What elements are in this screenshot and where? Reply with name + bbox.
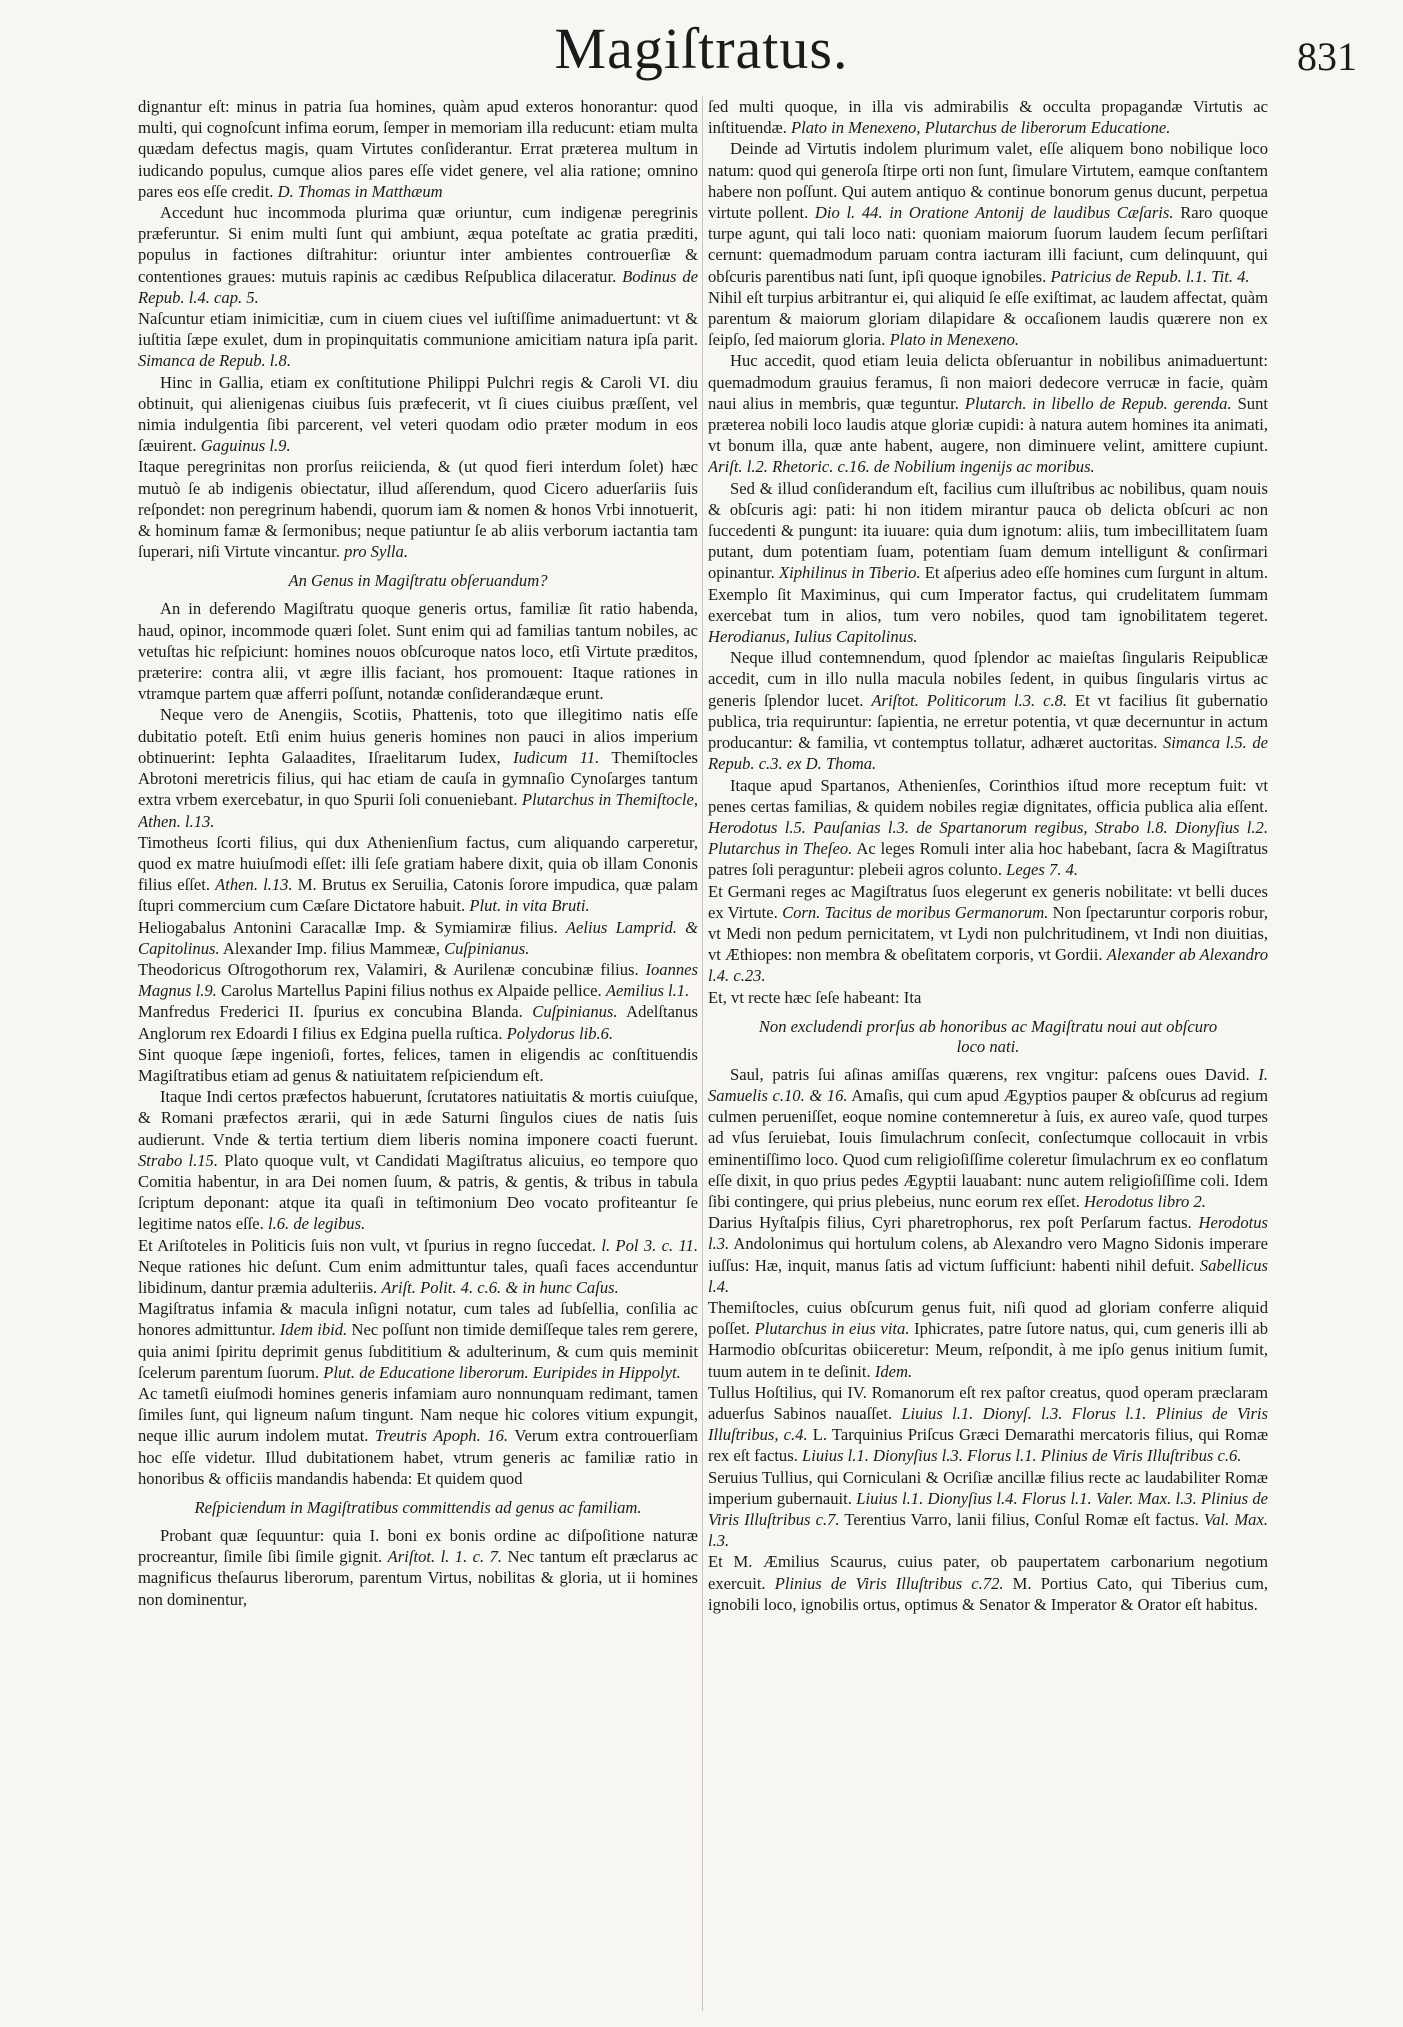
paragraph-text: Saul, patris ſui aſinas amiſſas quærens, rex vngitur: paſcens oues David. (730, 1064, 1250, 1084)
paragraph-text: Et, vt recte hæc ſeſe habeant: Ita (708, 987, 922, 1007)
citation: Liuius l.1. Dionyſius l.4. Florus l.1. Valer. Max. l.3. Plinius de Viris Illuſtribus c.7. (708, 1488, 1268, 1529)
citation: Herodotus libro 2. (1084, 1191, 1206, 1211)
citation: Plut. de Educatione liberorum. Euripides in Hippolyt. (323, 1362, 681, 1382)
paragraph (708, 1064, 1268, 1212)
paragraph-text: Seruius Tullius, qui Corniculani & Ocriſiæ ancillæ filius recte ac laudabiliter Romæ imperium gubernauit. (708, 1467, 1268, 1508)
citation: Cuſpinianus. (532, 1002, 618, 1022)
column-divider (702, 96, 703, 2011)
citation: Val. Max. l.3. (708, 1510, 1268, 1551)
paragraph-text: Et Germani reges ac Magiſtratus ſuos elegerunt ex generis nobilitate: vt belli duces ex Virtute. (708, 881, 1268, 922)
left-text-column (138, 96, 698, 2011)
citation: D. Thomas in Matthæum (277, 181, 443, 201)
paragraph-text: Darius Hyſtaſpis filius, Cyri pharetrophorus, rex poſt Perſarum factus. (708, 1213, 1192, 1233)
citation: Plinius de Viris Illuſtribus c.72. (774, 1573, 1004, 1593)
paragraph (708, 1382, 1268, 1467)
paragraph-text: L. Tarquinius Priſcus Græci Demarathi mercatoris filius, qui Romæ rex eſt factus. (708, 1425, 1268, 1466)
citation: Liuius l.1. Dionyſ. l.3. Florus l.1. Plinius de Viris Illuſtribus, c.4. (708, 1403, 1268, 1445)
citation: Aemilius l.1. (605, 981, 690, 1001)
citation: Iudicum 11. (513, 747, 600, 767)
paragraph (708, 647, 1268, 774)
paragraph (708, 478, 1268, 648)
paragraph-text: Itaque peregrinitas non prorſus reiicienda, & (ut quod fieri interdum ſolet) hæc mutuò ſe ab indigenis obiectatur, illud aſſerendum, quod Cicero aduerſariis ſuis reſpondet: non peregrinum habendi, quorum iam & nomen & honos Vrbi innotuerit, & hominum famæ & ſermonibus; neque patiuntur ſe ab aliis verborum iactantia tam ſuperari, niſi Virtute vincantur. (138, 457, 698, 562)
citation: Liuius l.1. Dionyſius l.3. Florus l.1. Plinius de Viris Illuſtribus c.6. (802, 1446, 1242, 1466)
paragraph-text: Sunt præterea nobili loco laudis atque gloriæ cupidi: à natura autem homines ita animati, vt bonum illa, quæ ante habent, augere, non diminuere velint, amittere cupiunt. (708, 393, 1268, 456)
citation: Leges 7. 4. (1006, 860, 1079, 880)
citation: Plutarchus in eius vita. (754, 1319, 910, 1339)
paragraph-text: Heliogabalus Antonini Caracallæ Imp. & Symiamiræ filius. (138, 917, 558, 937)
paragraph-text: Themiſtocles, cuius obſcurum genus fuit, niſi quod ad gloriam conferre aliquid poſſet. (708, 1297, 1268, 1339)
paragraph (138, 1383, 698, 1489)
paragraph-text: Verum extra controuerſiam hoc eſſe videtur. Illud dubitationem habet, vtrum generis ac familiæ ratio in honoribus & officiis mandandis habenda: Et quidem quod (138, 1426, 698, 1488)
paragraph (708, 1212, 1268, 1297)
paragraph (138, 1525, 698, 1610)
paragraph (138, 202, 698, 308)
paragraph-text: M. Brutus ex Seruilia, Catonis ſorore impudica, quæ palam ſtupri commercium cum Cæſare Dictatore habuit. (138, 875, 698, 916)
paragraph-text: Plato quoque vult, vt Candidati Magiſtratus alicuius, eo tempore quo Comitia habentur, in ara Dei nomen ſuum, & patris, & gentis, & tribus in tabula ſcriptum deponant: atque ita quaſi in teſtimonium Deo vocato profiteantur ſe legitime natos eſſe. (138, 1150, 698, 1234)
paragraph (138, 456, 698, 562)
paragraph-text: Carolus Martellus Papini filius nothus ex Alpaide pellice. (220, 981, 602, 1001)
paragraph-text: Ac leges Romuli inter alia hoc habebant, ſacra & Magiſtratus patres ſoli peraguntur: plebeii agros colunto. (708, 839, 1268, 880)
citation: Athen. l.13. (215, 875, 293, 895)
paragraph (138, 1235, 698, 1299)
paragraph-text: Adelſtanus Anglorum rex Edoardi I filius ex Edgina puella ruſtica. (138, 1002, 698, 1043)
citation: Sabellicus l.4. (708, 1255, 1268, 1296)
paragraph-text: Iphicrates, patre ſutore natus, qui, cum generis illi ab Harmodio obſcuritas obiiceretur: Meum, reſpondit, à me ipſo genus initium ſumit, tuum autem in te deſinit. (708, 1319, 1268, 1381)
paragraph (708, 1297, 1268, 1382)
paragraph-text: Magiſtratus infamia & macula inſigni notatur, cum tales ad ſubſellia, conſilia ac honores admittuntur. (138, 1299, 698, 1340)
citation: Plato in Menexeno, Plutarchus de liberorum Educatione. (790, 118, 1171, 138)
paragraph-text: Probant quæ ſequuntur: quia I. boni ex bonis ordine ac diſpoſitione naturæ procreantur, ſimile ſibi ſimile gignit. (138, 1526, 698, 1567)
paragraph-text: Manfredus Frederici II. ſpurius ex concubina Blanda. (138, 1002, 523, 1022)
paragraph-text: Sint quoque ſæpe ingenioſi, fortes, felices, tamen in eligendis ac conſtituendis Magiſtratibus etiam ad genus & natiuitatem reſpiciendum eſt. (138, 1044, 698, 1085)
paragraph (138, 1086, 698, 1234)
paragraph-text: Nihil eſt turpius arbitrantur ei, qui aliquid ſe eſſe exiſtimat, ac laudem affectat, quàm parentum & maiorum gloriam dilapidare & occaſionem laudis quærere non ex ſeipſo, ſed maiorum gloria. (708, 287, 1268, 350)
running-title: Magiſtratus. (554, 16, 849, 81)
paragraph-text: Et M. Æmilius Scaurus, cuius pater, ob paupertatem carbonarium negotium exercuit. (708, 1552, 1268, 1593)
paragraph-text: Timotheus ſcorti filius, qui dux Athenienſium factus, cum aliquando carperetur, quod ex matre huiuſmodi eſſet: illi ſeſe gratiam habere dixit, quia ob illam Cononis filius eſſet. (138, 832, 698, 895)
paragraph-text: Amaſis, qui cum apud Ægyptios pauper & obſcurus ad regium culmen perueniſſet, eoque nomine contemneretur à ſuis, ex aureo vaſe, quod turpes ad vſus ſeruiebat, Iouis ſimulachrum conſecit, conſectumque collocauit in vrbis eminentiſſimo loco. Quod cum religioſiſſime coleretur ſimulachrum ex eo conflatum eſſe dixit, in quo prius pedes Ægyptii lauabant: nunc autem religioſiſſime coli. Idem ſibi contingere, qui prius plebeius, nunc eorum rex eſſet. (708, 1085, 1268, 1211)
citation: Ioannes Magnus l.9. (138, 959, 698, 1001)
paragraph (138, 308, 698, 372)
paragraph (708, 138, 1268, 286)
citation: Plutarch. in libello de Repub. gerenda. (964, 393, 1232, 413)
citation: Plutarchus in Themiſtocle, Athen. l.13. (138, 790, 698, 831)
citation: Patricius de Repub. l.1. Tit. 4. (1050, 266, 1250, 286)
paragraph-text: ſed multi quoque, in illa vis admirabilis & occulta propagandæ Virtutis ac inſtituendæ. (708, 97, 1268, 138)
citation: Gaguinus l.9. (200, 436, 291, 456)
paragraph-text: Naſcuntur etiam inimicitiæ, cum in ciuem ciues vel iuſtiſſime animaduertunt: vt & iuſtitia ſæpe exulet, dum in propinquitatis communione amicitiam natura ipſa parit. (138, 309, 698, 350)
right-text-column (708, 96, 1268, 2011)
paragraph-text: Terentius Varro, lanii filius, Conſul Romæ eſt factus. (844, 1510, 1199, 1529)
citation: Simanca de Repub. l.8. (138, 351, 291, 371)
paragraph-text: Ac tametſi eiuſmodi homines generis infamiam auro nonnunquam redimant, tamen ſimiles ſunt, qui ligneum naſum tingunt. Nam neque hic colores vitium expungit, neque illic aurum indolem mutat. (138, 1383, 698, 1446)
paragraph (138, 704, 698, 831)
section-heading: Reſpiciendum in Magiſtratibus committendis ad genus ac familiam. (194, 1498, 642, 1517)
citation: I. Samuelis c.10. & 16. (708, 1064, 1268, 1105)
paragraph-text: M. Portius Cato, qui Tiberius cum, ignobili loco, ignobilis ortus, optimus & Senator & Imperator & Orator eſt habitus. (708, 1573, 1268, 1614)
paragraph (708, 350, 1268, 477)
paragraph (138, 372, 698, 457)
page-header (0, 14, 1403, 94)
citation: Aelius Lamprid. & Capitolinus. (138, 917, 698, 958)
citation: Cuſpinianus. (444, 938, 530, 958)
citation: Ariſtot. l. 1. c. 7. (387, 1547, 503, 1567)
paragraph (708, 1467, 1268, 1552)
citation: Herodianus, Iulius Capitolinus. (708, 627, 918, 647)
citation: Plut. in vita Bruti. (469, 896, 590, 916)
paragraph-text: Themiſtocles Abrotoni meretricis filius, qui hac etiam de cauſa in gymnaſio Cynoſarges tantum extra vrbem exercebatur, in quo Spurii ſoli conueniebant. (138, 747, 698, 810)
paragraph-text: An in deferendo Magiſtratu quoque generis ortus, familiæ ſit ratio habenda, haud, opinor, incommode quæri ſolet. Sunt enim qui ad familias tantum nobiles, ac vetuſtas hic reſpiciunt: homines nouos obſcuroque natos loco, etſi Virtute præditos, præterire: contra alii, vt ægre illis faciant, hos promouent: Itaque rationes in vtramque partem quæ afferri poſſunt, notandæ conſiderandæque erunt. (138, 599, 698, 704)
citation: Ariſt. Polit. 4. c.6. & in hunc Caſus. (381, 1277, 619, 1297)
paragraph-text: Raro quoque turpe agunt, qui tali loco nati: quoniam maiorum ſuorum laudem ſecum perſiſtari cernunt: quemadmodum paruam contra iacturam illi faciunt, cum delinquunt, qui obſcuris parentibus nati ſunt, ipſi quoque ignobiles. (708, 203, 1268, 286)
citation: Bodinus de Repub. l.4. cap. 5. (138, 266, 698, 307)
paragraph-text: Non ſpectaruntur corporis robur, vt Medi non pedum pernicitatem, vt Lydi non pulchritudinem, vt Indi non diuitias, vt Æthiopes: non membra & obeſitatem corporis, vt Gordii. (708, 902, 1268, 965)
citation: l.6. de legibus. (267, 1214, 366, 1234)
paragraph (138, 832, 698, 917)
paragraph-text: Et vt facilius ſit gubernatio publica, tria requiruntur: ſapientia, ne erretur potentia, vt quæ decernuntur in actum producantur: & familia, vt contemptus tollatur, adhæret auctoritas. (708, 690, 1268, 753)
paragraph-text: Theodoricus Oſtrogothorum rex, Valamiri, & Aurilenæ concubinæ filius. (138, 959, 639, 979)
paragraph (708, 987, 1268, 1008)
citation: l. Pol 3. c. 11. (601, 1235, 698, 1255)
citation: pro Sylla. (344, 542, 408, 562)
citation: Herodotus l.5. Pauſanias l.3. de Spartanorum regibus, Strabo l.8. Dionyſius l.2. Plutarchus in Theſeo. (708, 817, 1268, 859)
paragraph-text: Tullus Hoſtilius, qui IV. Romanorum eſt rex paſtor creatus, quod operam præclaram aduerſus Sabinos nauaſſet. (708, 1382, 1268, 1423)
section-heading: Non excludendi prorſus ab honoribus ac Magiſtratu noui aut obſcuro loco nati. (758, 1016, 1218, 1056)
citation: Simanca l.5. de Repub. c.3. ex D. Thoma. (708, 733, 1268, 774)
citation: Polydorus lib.6. (506, 1023, 614, 1043)
citation: Idem. (874, 1361, 913, 1381)
citation: Xiphilinus in Tiberio. (779, 563, 921, 583)
paragraph (708, 1551, 1268, 1615)
paragraph-text: Huc accedit, quod etiam leuia delicta obſeruantur in nobilibus animaduertunt: quemadmodum grauius feramus, ſi non maiori dedecore verrucæ in facie, quàm naui alius in membris, quæ teguntur. (708, 351, 1268, 413)
paragraph-text: Hinc in Gallia, etiam ex conſtitutione Philippi Pulchri regis & Caroli VI. diu obtinuit, qui alienigenas ciuibus ſuis præfecerit, vt ſi ciues ciuibus præſſent, vel nimia indulgentia ſibi parcerent, vel veteri quodam odio præter modum in eos ſæuirent. (138, 372, 698, 456)
citation: Plato in Menexeno. (889, 330, 1020, 350)
paragraph (138, 1298, 698, 1383)
paragraph-text: Alexander Imp. filius Mammeæ, (222, 938, 440, 958)
paragraph-text: Accedunt huc incommoda plurima quæ oriuntur, cum indigenæ peregrinis præferuntur. Si enim multi ſunt qui ambiunt, æqua poteſtate ac gratia præditi, populus in factiones diſtrahitur: oriuntur inter ambientes controuerſiæ & contentiones graues: mutuis rapinis ac cædibus Reſpublica dilaceratur. (138, 203, 698, 286)
paragraph-text: Itaque apud Spartanos, Athenienſes, Corinthios iſtud more receptum fuit: vt penes certas familias, & quidem nobiles regiæ dignitates, officia publica alia eſſent. (708, 775, 1268, 816)
paragraph (138, 1044, 698, 1086)
citation: Herodotus l.3. (708, 1213, 1268, 1254)
citation: Treutris Apoph. 16. (375, 1426, 509, 1446)
page-number: 831 (1297, 34, 1357, 79)
paragraph (138, 1001, 698, 1043)
paragraph-text: dignantur eſt: minus in patria ſua homines, quàm apud exteros honorantur: quod multi, qui cognoſcunt infima eorum, ſemper in memoriam illa reducunt: etiam multa quædam defectus magis, quam Virtutes conſiderantur. Errat præterea multum in iudicando populus, cumque alios pares eſſe videt genere, vel alia ratione; omnino pares eos eſſe credit. (138, 97, 698, 201)
paragraph (708, 881, 1268, 987)
paragraph-text: Neque vero de Anengiis, Scotiis, Phattenis, toto que illegitimo natis eſſe dubitatio poteſt. Etſi enim huius generis homines non pauci in alios imperium obtinuerint: Iephta Galaadites, Iſraelitarum Iudex, (138, 705, 698, 767)
paragraph (708, 775, 1268, 881)
paragraph-text: Neque illud contemnendum, quod ſplendor ac maieſtas ſingularis Reipublicæ accedit, cum in illo nulla macula nobiles ſedent, in quibus ſingularis virtus ac generis ſplendor lucet. (708, 648, 1268, 710)
citation: Ariſtot. Politicorum l.3. c.8. (871, 690, 1068, 710)
paragraph-text: Neque rationes hic deſunt. Cum enim admittuntur tales, quaſi faces accenduntur libidinum, dantur præmia adulteriis. (138, 1256, 698, 1297)
paragraph-text: Et aſperius adeo eſſe homines cum ſurgunt in altum. Exemplo ſit Maximinus, qui cum Imperator factus, qui crudelitatem ſummam exercebat tum in alios, tum vero nobiles, quod tam ignobilitatem tegeret. (708, 563, 1268, 625)
citation: Ariſt. l.2. Rhetoric. c.16. de Nobilium ingenijs ac moribus. (708, 457, 1095, 477)
paragraph (708, 287, 1268, 351)
paragraph-text: Sed & illud conſiderandum eſt, facilius cum illuſtribus ac nobilibus, quam nouis & obſcuris agi: pati: hi non itidem mirantur pauca ob delicta obſcuri ac non ſuccedenti & pungunt: ita iuuare: quia dum ignotum: aliis, tum imbecillitatem ſuam putant, dum potentiam ſuam, potentiam ſuam demum intelligunt & conſirmari opinantur. (708, 478, 1268, 583)
citation: Alexander ab Alexandro l.4. c.23. (708, 945, 1268, 986)
section-heading: An Genus in Magiſtratu obſeruandum? (288, 571, 548, 591)
paragraph-text: Andolonimus qui hortulum colens, ab Alexandro vero Magno Sidonis imperare iuſſus: Hæ, inquit, manus ſatis ad victum ſufficiunt: habenti nihil defuit. (708, 1234, 1268, 1275)
paragraph-text: Nec tantum eſt præclarus ac magnificus theſaurus liberorum, parentum Virtus, nobilitas & gloria, ut ii homines non dominentur, (138, 1547, 698, 1609)
paragraph (708, 96, 1268, 138)
citation: Idem ibid. (279, 1320, 348, 1340)
paragraph (138, 917, 698, 959)
paragraph-text: Deinde ad Virtutis indolem plurimum valet, eſſe aliquem bono nobilique loco natum: quod qui generoſa ſtirpe orti non ſunt, ſimulare Virtutem, eamque conſtantem habere non poſſunt. Qui autem antiquo & continue bonorum genus ducunt, perpetua virtute pollent. (708, 139, 1268, 223)
paragraph-text: Itaque Indi certos præfectos habuerunt, ſcrutatores natiuitatis & mortis cuiuſque, & Romani præfectos ærarii, qui in æde Saturni ſingulos ciues de natis ſuis audierunt. Vnde & tertia tertium diem liberis nomina imponere coacti fuerunt. (138, 1087, 698, 1149)
paragraph-text: Nec poſſunt non timide demiſſeque tales rem gerere, quia animi ſpiritu deprimit genus ſubdititium & adulterinum, & cum quis meminit ſcelerum parentum ſuorum. (138, 1320, 698, 1382)
citation: Dio l. 44. in Oratione Antonij de laudibus Cæſaris. (814, 203, 1174, 223)
citation: Strabo l.15. (138, 1150, 219, 1170)
paragraph (138, 96, 698, 202)
paragraph-text: Et Ariſtoteles in Politicis ſuis non vult, vt ſpurius in regno ſuccedat. (138, 1235, 596, 1255)
paragraph (138, 598, 698, 704)
citation: Corn. Tacitus de moribus Germanorum. (782, 902, 1049, 922)
paragraph (138, 959, 698, 1001)
